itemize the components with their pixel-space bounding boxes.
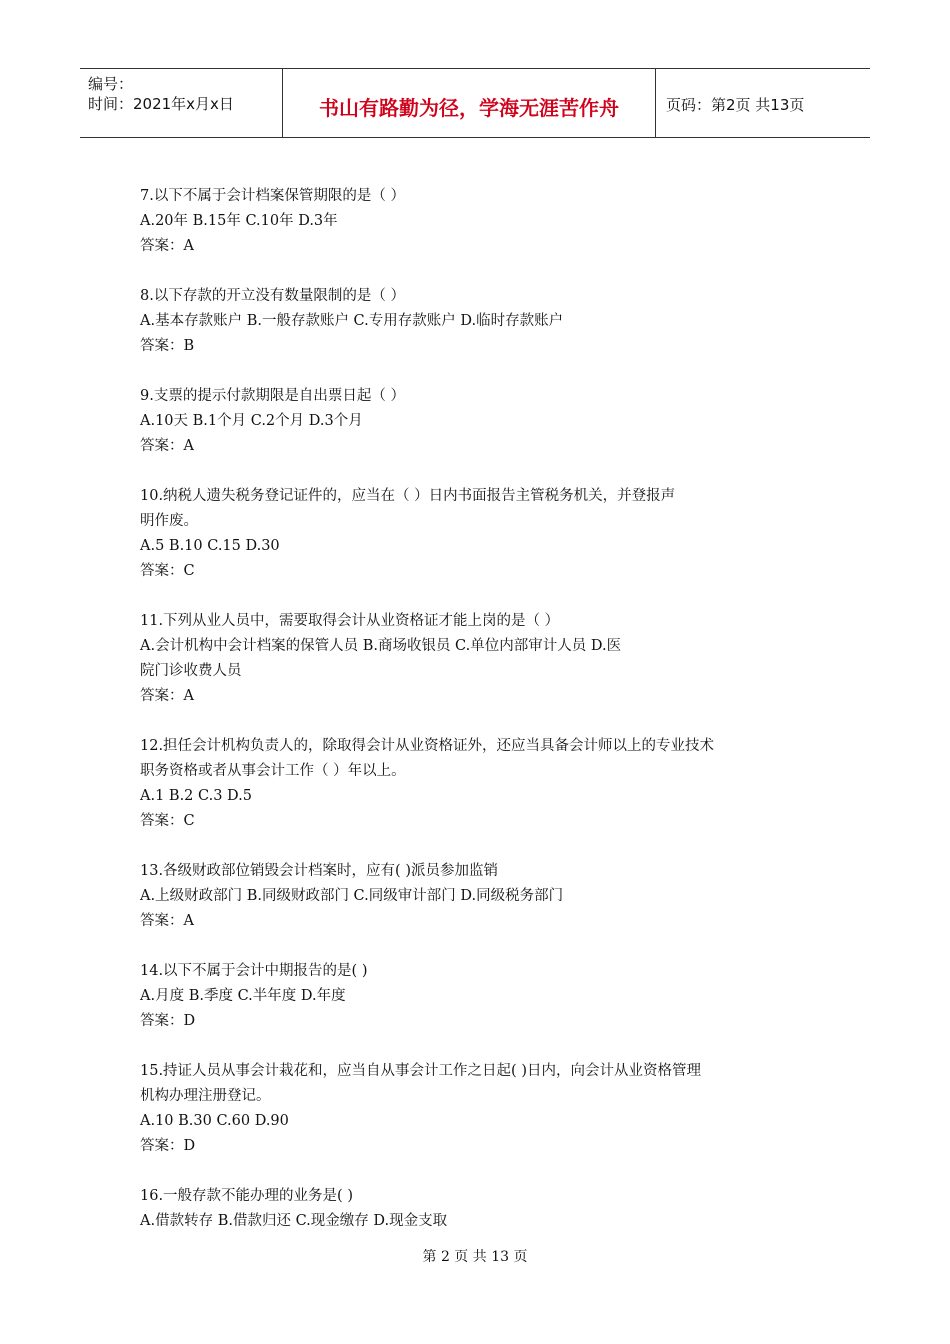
question-line: A.会计机构中会计档案的保管人员 B.商场收银员 C.单位内部审计人员 D.医 — [140, 638, 622, 654]
question-line: A.基本存款账户 B.一般存款账户 C.专用存款账户 D.临时存款账户 — [140, 313, 564, 329]
question-line: A.1 B.2 C.3 D.5 — [140, 788, 252, 804]
question-block — [140, 609, 820, 709]
question-text: 13.各级财政部位销毁会计档案时，应有( )派员参加监销 — [140, 863, 498, 879]
question-text: 9.支票的提示付款期限是自出票日起（ ） — [140, 388, 405, 404]
question-text: 7.以下不属于会计档案保管期限的是（ ） — [140, 188, 405, 204]
answer-line: 答案：B — [140, 338, 195, 354]
question-line: A.借款转存 B.借款归还 C.现金缴存 D.现金支取 — [140, 1213, 448, 1229]
answer-line: 答案：A — [140, 438, 194, 454]
question-text: 16.一般存款不能办理的业务是( ) — [140, 1188, 353, 1204]
question-line: 院门诊收费人员 — [140, 663, 242, 679]
question-line: A.月度 B.季度 C.半年度 D.年度 — [140, 988, 346, 1004]
question-block — [140, 384, 820, 459]
question-block — [140, 284, 820, 359]
question-block — [140, 734, 820, 834]
answer-line: 答案：D — [140, 1013, 196, 1029]
footer-page-number: 第 2 页 共 13 页 — [422, 1249, 528, 1265]
question-line: A.10天 B.1个月 C.2个月 D.3个月 — [140, 413, 363, 429]
header-meta-cell — [80, 69, 283, 137]
answer-line: 答案：D — [140, 1138, 196, 1154]
header-motto-cell — [283, 69, 656, 137]
question-line: A.10 B.30 C.60 D.90 — [140, 1113, 289, 1129]
question-block — [140, 1184, 820, 1234]
question-line: 机构办理注册登记。 — [140, 1088, 271, 1104]
question-line: A.上级财政部门 B.同级财政部门 C.同级审计部门 D.同级税务部门 — [140, 888, 564, 904]
header-motto: 书山有路勤为径，学海无涯苦作舟 — [319, 96, 619, 120]
answer-line: 答案：C — [140, 563, 195, 579]
header-page-cell — [656, 69, 870, 137]
answer-line: 答案：C — [140, 813, 195, 829]
question-text: 14.以下不属于会计中期报告的是( ) — [140, 963, 368, 979]
answer-line: 答案：A — [140, 238, 194, 254]
question-block — [140, 184, 820, 259]
question-text: 12.担任会计机构负责人的，除取得会计从业资格证外，还应当具备会计师以上的专业技术 — [140, 738, 715, 754]
answer-line: 答案：A — [140, 913, 194, 929]
question-block — [140, 959, 820, 1034]
answer-line: 答案：A — [140, 688, 194, 704]
question-text: 10.纳税人遗失税务登记证件的，应当在（ ）日内书面报告主管税务机关，并登报声 — [140, 488, 676, 504]
header-page-info: 页码：第2页 共13页 — [666, 96, 805, 114]
question-block — [140, 484, 820, 584]
document-number-label: 编号： — [88, 75, 134, 93]
question-text: 15.持证人员从事会计栽花和，应当自从事会计工作之日起( )日内，向会计从业资格管理 — [140, 1063, 701, 1079]
question-line: 职务资格或者从事会计工作（ ）年以上。 — [140, 763, 406, 779]
question-line: A.20年 B.15年 C.10年 D.3年 — [140, 213, 338, 229]
question-line: 明作废。 — [140, 513, 198, 529]
question-block — [140, 859, 820, 934]
document-date-label: 时间：2021年x月x日 — [88, 95, 234, 113]
question-text: 11.下列从业人员中，需要取得会计从业资格证才能上岗的是（ ） — [140, 613, 560, 629]
page-header — [80, 68, 870, 138]
question-block — [140, 1059, 820, 1159]
question-text: 8.以下存款的开立没有数量限制的是（ ） — [140, 288, 405, 304]
question-list — [140, 184, 820, 1259]
question-line: A.5 B.10 C.15 D.30 — [140, 538, 280, 554]
page-footer — [0, 1246, 950, 1266]
